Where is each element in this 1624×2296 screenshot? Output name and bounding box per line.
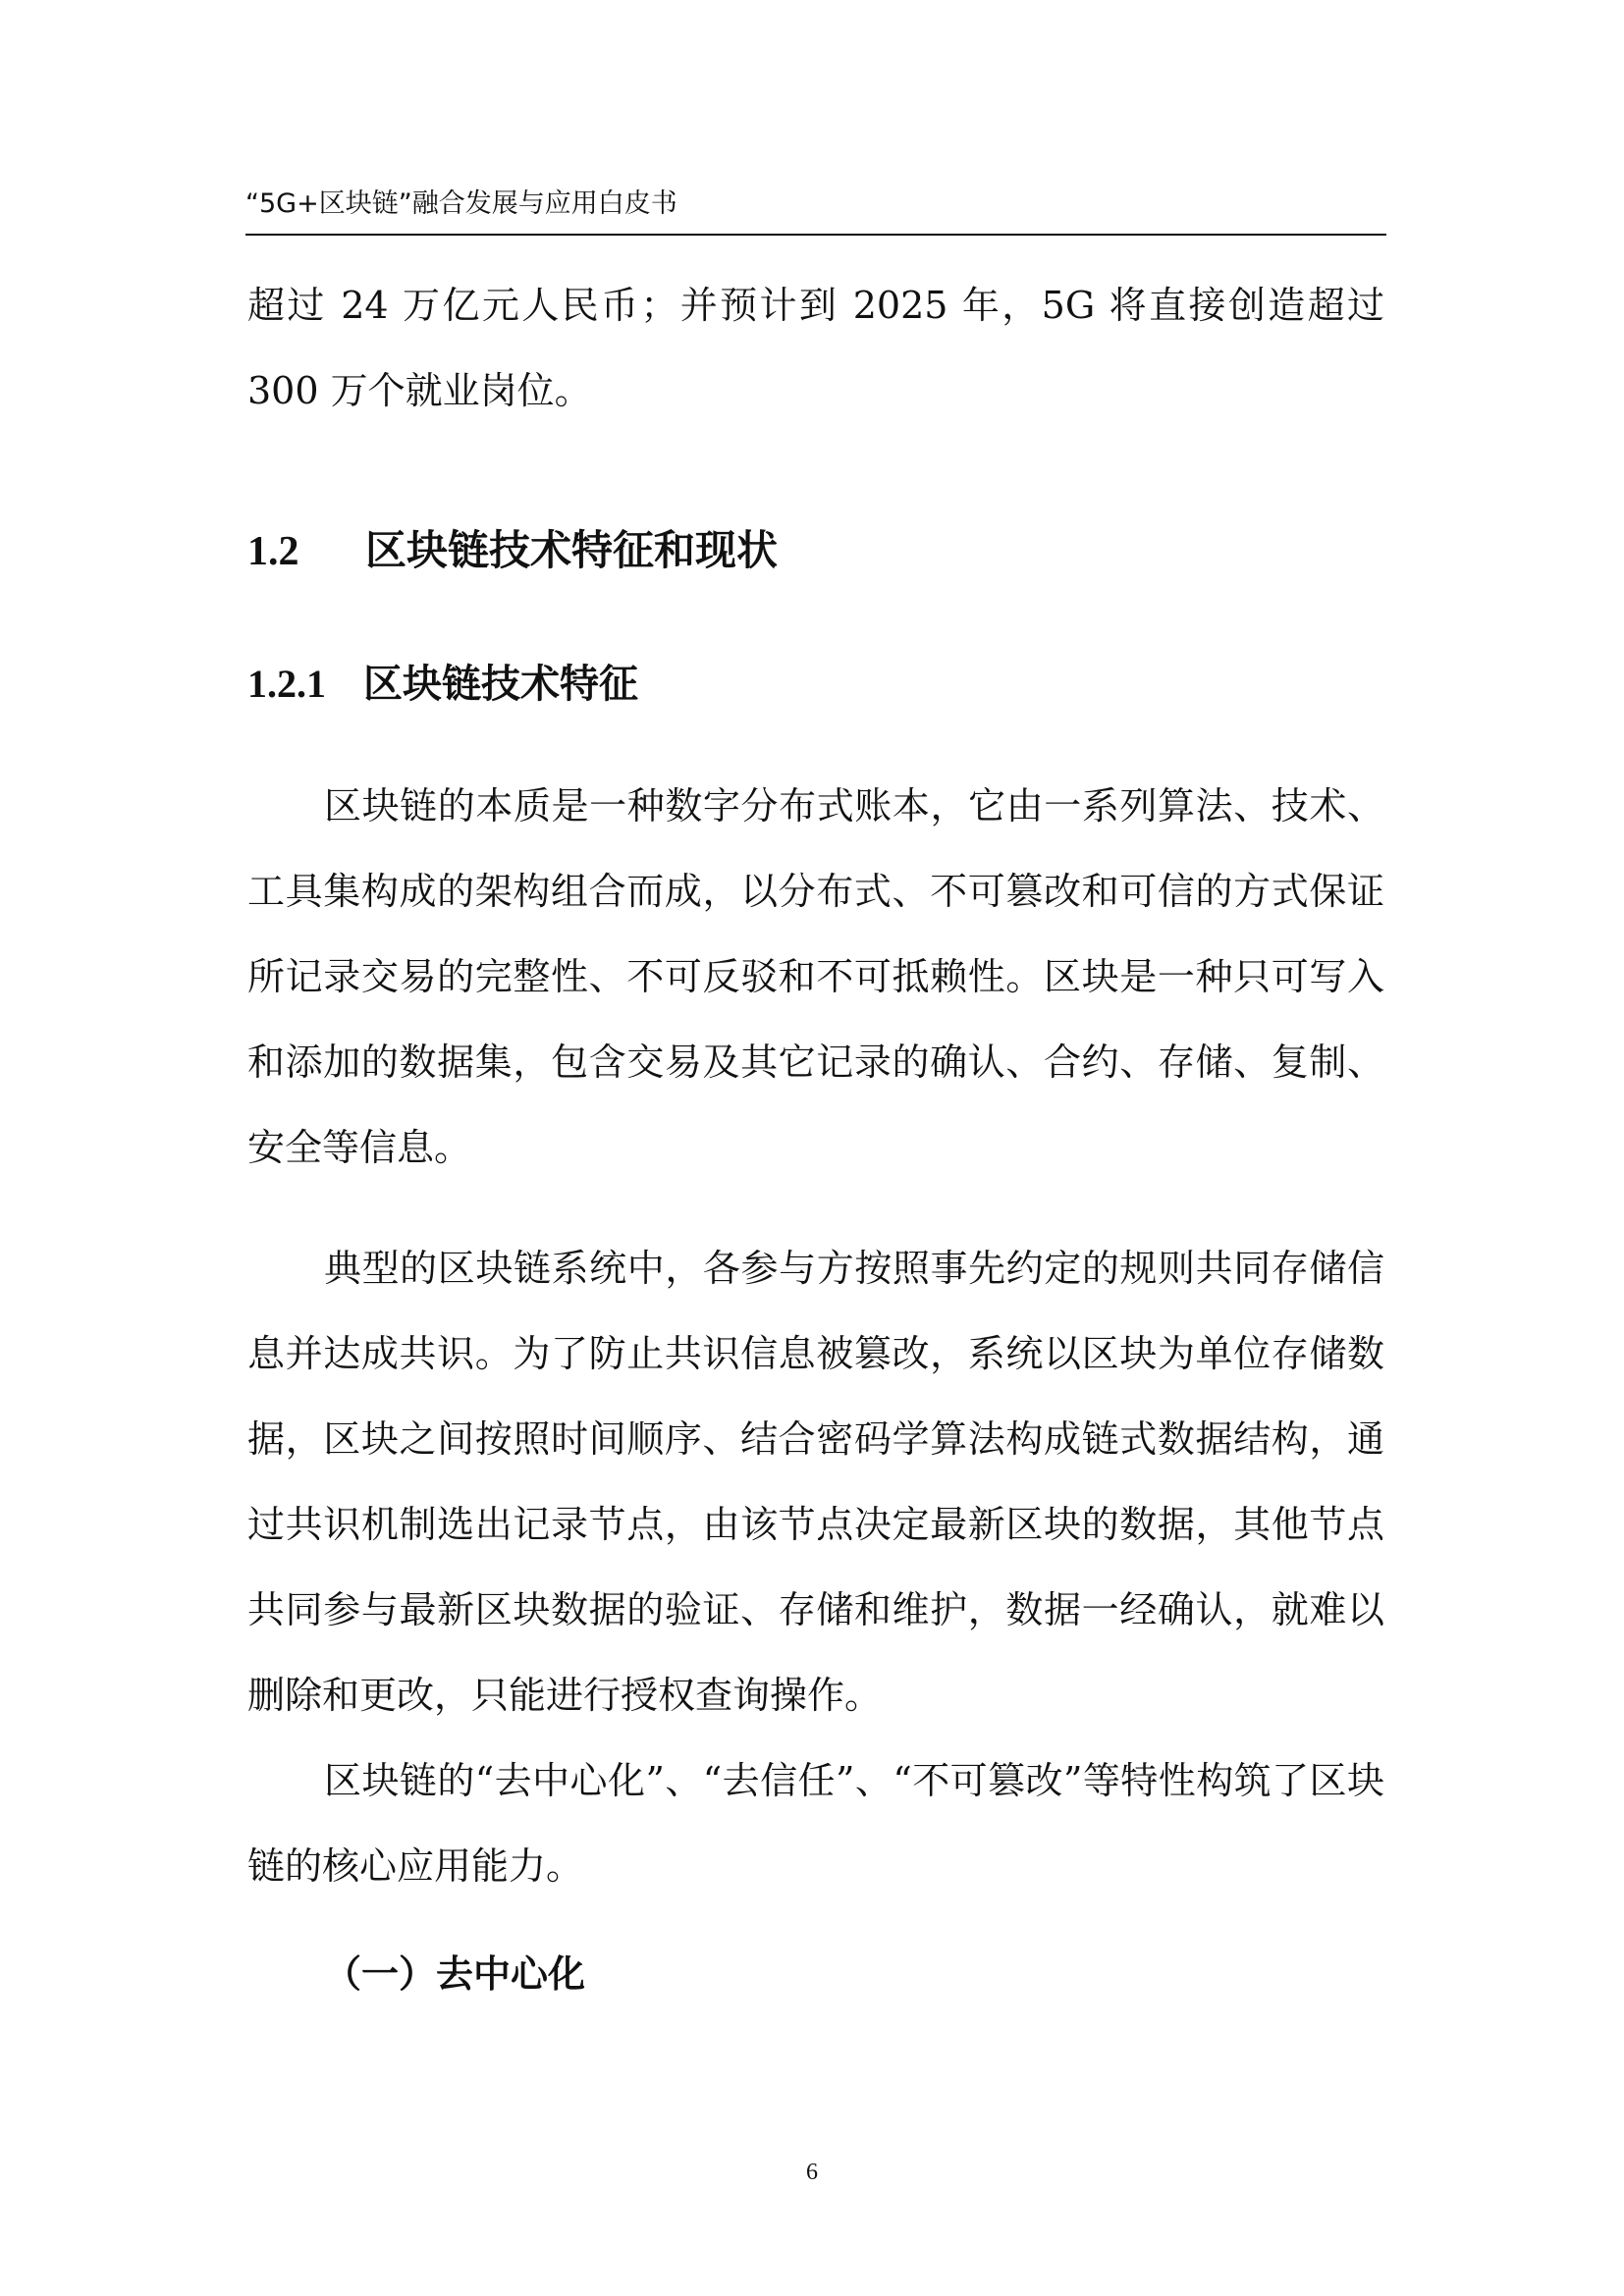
- item-heading-decentralization: （一）去中心化: [324, 1952, 586, 1996]
- paragraph-essence: 区块链的本质是一种数字分布式账本，它由一系列算法、技术、工具集构成的架构组合而成，以分布式、不可篡改和可信的方式保证所记录交易的完整性、不可反驳和不可抵赖性。区块是一种只可写入和添加的数据集，包含交易及其它记录的确认、合约、存储、复制、安全等信息。: [247, 784, 1384, 1169]
- paragraph-core-features: 区块链的“去中心化”、“去信任”、“不可篡改”等特性构筑了区块链的核心应用能力。: [247, 1759, 1384, 1888]
- subsection-number: 1.2.1: [247, 662, 326, 706]
- running-header: “5G+区块链”融合发展与应用白皮书: [245, 188, 677, 219]
- paragraph-continued: 超过 24 万亿元人民币；并预计到 2025 年，5G 将直接创造超过 300 万个就业岗位。: [247, 284, 1384, 412]
- header-divider: [245, 234, 1386, 236]
- subsection-heading: [247, 653, 638, 709]
- subsection-title: 区块链技术特征: [363, 662, 638, 707]
- page-number: 6: [806, 2160, 818, 2185]
- paragraph-typical-system: 典型的区块链系统中，各参与方按照事先约定的规则共同存储信息并达成共识。为了防止共识信息被篡改，系统以区块为单位存储数据，区块之间按照时间顺序、结合密码学算法构成链式数据结构，通过共识机制选出记录节点，由该节点决定最新区块的数据，其他节点共同参与最新区块数据的验证、存储和维护，数据一经确认，就难以删除和更改，只能进行授权查询操作。: [247, 1247, 1384, 1717]
- section-number: 1.2: [247, 529, 299, 574]
- section-heading: [247, 518, 778, 577]
- section-title: 区块链技术特征和现状: [365, 526, 779, 574]
